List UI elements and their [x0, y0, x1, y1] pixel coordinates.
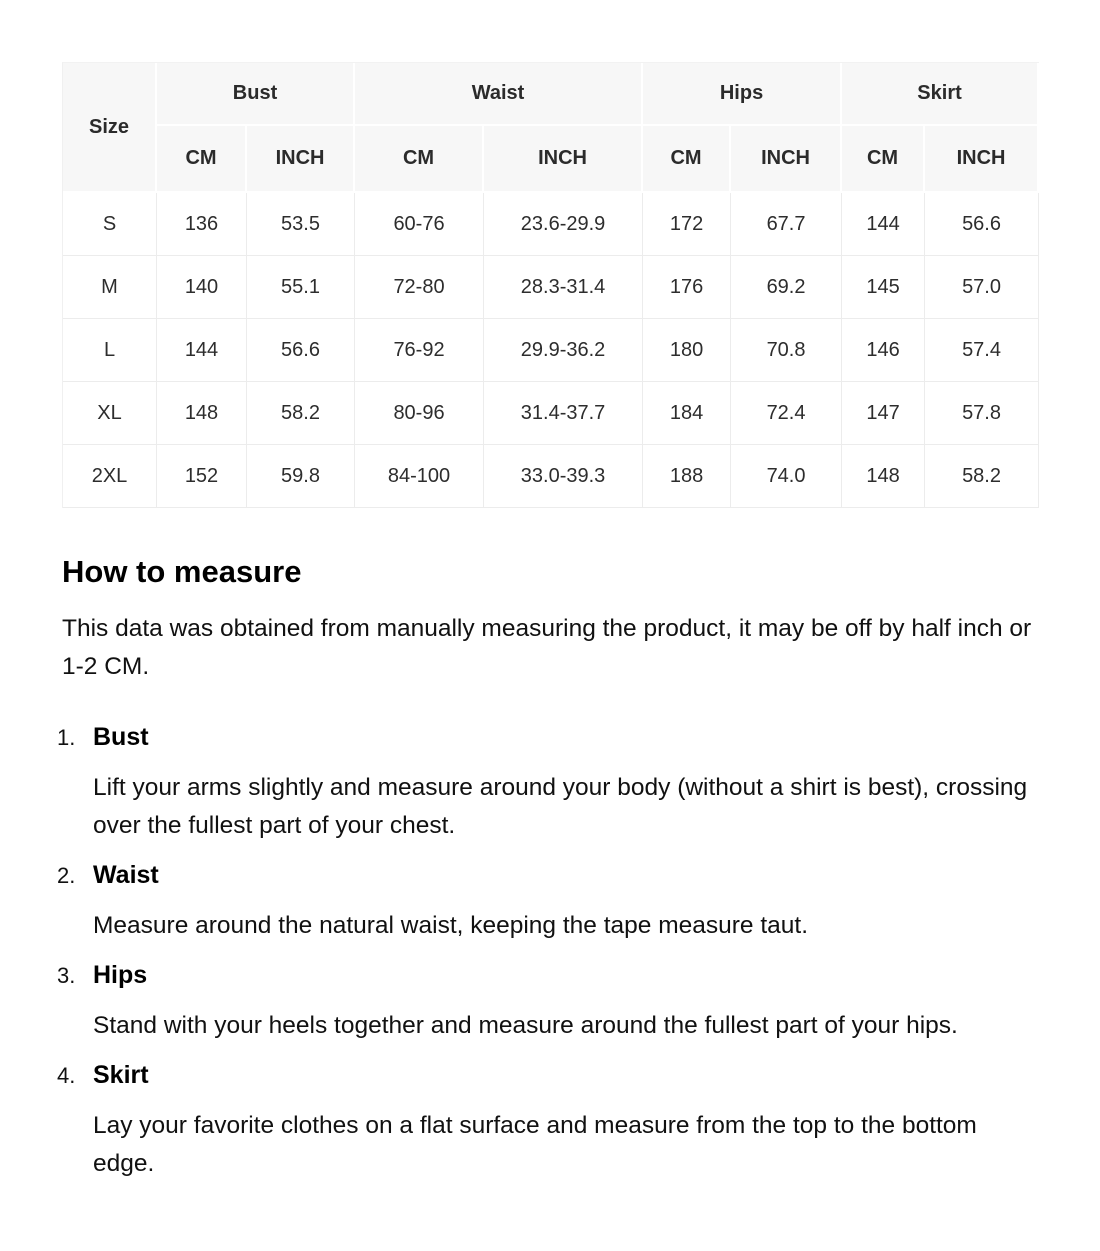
hips-inch-cell: 74.0: [731, 445, 842, 508]
skirt-cm-cell: 148: [842, 445, 925, 508]
hips-inch-cell: 70.8: [731, 319, 842, 382]
skirt-cm-cell: 145: [842, 256, 925, 319]
skirt-group-header: Skirt: [842, 63, 1039, 126]
hips-cm-cell: 172: [643, 193, 731, 256]
table-row: [63, 193, 1039, 256]
hips-inch-header: INCH: [731, 126, 842, 193]
bust-inch-cell: 59.8: [247, 445, 355, 508]
step-description: Lay your favorite clothes on a flat surface and measure from the top to the bottom edge.: [93, 1112, 977, 1177]
bust-cm-cell: 148: [157, 382, 247, 445]
waist-inch-cell: 31.4-37.7: [484, 382, 643, 445]
step-term: Skirt: [93, 1061, 149, 1089]
table-row: [63, 382, 1039, 445]
skirt-inch-cell: 58.2: [925, 445, 1039, 508]
skirt-cm-header: CM: [842, 126, 925, 193]
hips-cm-cell: 184: [643, 382, 731, 445]
waist-cm-cell: 80-96: [355, 382, 484, 445]
size-chart-table: [62, 62, 1039, 508]
bust-cm-cell: 140: [157, 256, 247, 319]
waist-cm-cell: 76-92: [355, 319, 484, 382]
step-number: 4.: [57, 1063, 76, 1088]
bust-inch-cell: 58.2: [247, 382, 355, 445]
skirt-inch-cell: 56.6: [925, 193, 1039, 256]
hips-group-header: Hips: [643, 63, 842, 126]
waist-inch-cell: 23.6-29.9: [484, 193, 643, 256]
bust-inch-cell: 56.6: [247, 319, 355, 382]
skirt-inch-cell: 57.4: [925, 319, 1039, 382]
size-cell: L: [63, 319, 157, 382]
bust-cm-cell: 152: [157, 445, 247, 508]
step-number: 3.: [57, 963, 76, 988]
size-cell: 2XL: [63, 445, 157, 508]
size-cell: S: [63, 193, 157, 256]
size-cell: XL: [63, 382, 157, 445]
table-header-unit-row: [63, 126, 1039, 193]
skirt-inch-header: INCH: [925, 126, 1039, 193]
bust-inch-cell: 55.1: [247, 256, 355, 319]
measure-step-waist: [57, 860, 1040, 945]
step-description: Lift your arms slightly and measure around your body (without a shirt is best), crossing over the fullest part of your chest.: [93, 774, 1028, 839]
waist-cm-header: CM: [355, 126, 484, 193]
bust-cm-cell: 144: [157, 319, 247, 382]
waist-inch-cell: 33.0-39.3: [484, 445, 643, 508]
waist-inch-cell: 28.3-31.4: [484, 256, 643, 319]
step-description: Stand with your heels together and measure around the fullest part of your hips.: [93, 1012, 958, 1039]
skirt-inch-cell: 57.8: [925, 382, 1039, 445]
waist-cm-cell: 84-100: [355, 445, 484, 508]
step-heading: [57, 1060, 1040, 1090]
waist-inch-header: INCH: [484, 126, 643, 193]
waist-inch-cell: 29.9-36.2: [484, 319, 643, 382]
bust-cm-header: CM: [157, 126, 247, 193]
hips-cm-cell: 188: [643, 445, 731, 508]
bust-cm-cell: 136: [157, 193, 247, 256]
how-to-measure-title: How to measure: [62, 554, 302, 589]
skirt-cm-cell: 146: [842, 319, 925, 382]
step-number: 1.: [57, 725, 76, 750]
step-heading: [57, 860, 1040, 890]
skirt-cm-cell: 147: [842, 382, 925, 445]
step-number: 2.: [57, 863, 76, 888]
step-heading: [57, 960, 1040, 990]
bust-inch-header: INCH: [247, 126, 355, 193]
measure-step-bust: [57, 722, 1040, 845]
hips-inch-cell: 69.2: [731, 256, 842, 319]
hips-inch-cell: 72.4: [731, 382, 842, 445]
step-description: Measure around the natural waist, keeping the tape measure taut.: [93, 912, 809, 939]
table-row: [63, 319, 1039, 382]
hips-cm-cell: 180: [643, 319, 731, 382]
step-term: Hips: [93, 961, 148, 989]
size-cell: M: [63, 256, 157, 319]
bust-group-header: Bust: [157, 63, 355, 126]
measure-steps-list: [57, 722, 1040, 1183]
waist-cm-cell: 60-76: [355, 193, 484, 256]
waist-cm-cell: 72-80: [355, 256, 484, 319]
hips-cm-cell: 176: [643, 256, 731, 319]
table-header-group-row: [63, 63, 1039, 126]
skirt-inch-cell: 57.0: [925, 256, 1039, 319]
step-heading: [57, 722, 1040, 752]
step-term: Waist: [93, 861, 159, 889]
waist-group-header: Waist: [355, 63, 643, 126]
measure-step-skirt: [57, 1060, 1040, 1183]
hips-inch-cell: 67.7: [731, 193, 842, 256]
size-column-header: Size: [63, 63, 157, 193]
table-row: [63, 445, 1039, 508]
skirt-cm-cell: 144: [842, 193, 925, 256]
step-term: Bust: [93, 723, 149, 751]
bust-inch-cell: 53.5: [247, 193, 355, 256]
hips-cm-header: CM: [643, 126, 731, 193]
table-row: [63, 256, 1039, 319]
how-to-measure-intro: This data was obtained from manually measuring the product, it may be off by half inch or 1-2 CM.: [62, 615, 1032, 680]
measure-step-hips: [57, 960, 1040, 1045]
